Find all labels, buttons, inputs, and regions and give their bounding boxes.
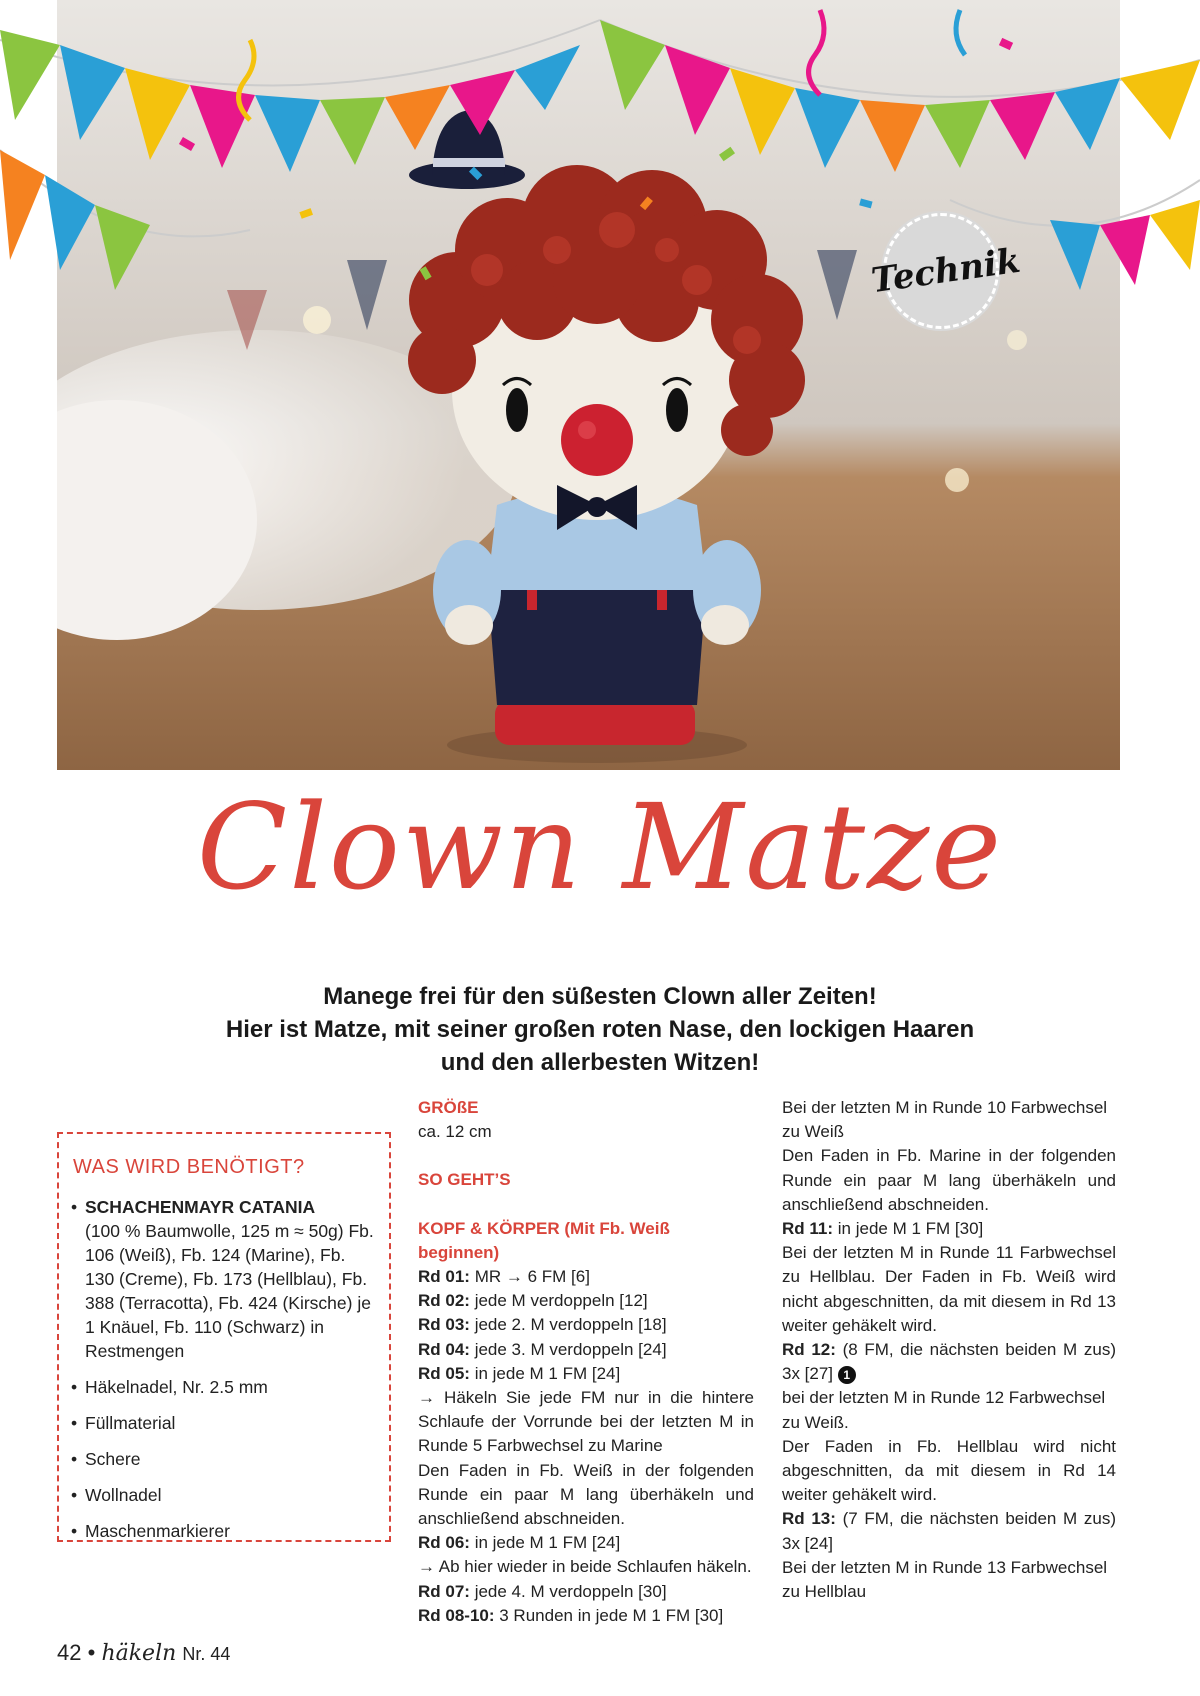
materials-item-name: SCHACHENMAYR CATANIA (85, 1197, 316, 1217)
page-footer (57, 1640, 230, 1666)
round-line (418, 1580, 754, 1604)
round-text: jede 4. M verdoppeln [30] (469, 1581, 667, 1601)
hero-photo (57, 0, 1120, 770)
round-line (782, 1217, 1116, 1241)
round-line (418, 1313, 754, 1337)
materials-box (57, 1132, 391, 1542)
round-line (418, 1362, 754, 1386)
round-label: Rd 07: (418, 1581, 470, 1601)
round-label: Rd 05: (418, 1363, 470, 1383)
note-text: → Ab hier wieder in beide Schlaufen häkeln. (418, 1557, 752, 1577)
round-text: jede 2. M verdoppeln [18] (469, 1315, 667, 1335)
materials-item (71, 1411, 377, 1435)
size-value: ca. 12 cm (418, 1122, 492, 1142)
round-text: in jede M 1 FM [30] (833, 1219, 984, 1239)
materials-item (71, 1483, 377, 1507)
round-label: Rd 12: (782, 1340, 836, 1360)
step-marker-icon: 1 (838, 1366, 856, 1384)
note-text: Den Faden in Fb. Weiß in der folgenden Runde ein paar M lang überhäkeln und anschließend abschneiden. (418, 1460, 754, 1529)
materials-item-detail: (100 % Baumwolle, 125 m ≈ 50g) Fb. 106 (Weiß), Fb. 124 (Marine), Fb. 130 (Creme), Fb. 173 (Hellblau), Fb. 388 (Terracotta), Fb. 424 (Kirsche) je 1 Knäuel, Fb. 110 (Schwarz) in Restmengen (85, 1221, 374, 1361)
page-number: 42 (57, 1640, 82, 1665)
round-label: Rd 08-10: (418, 1605, 495, 1625)
materials-item (71, 1447, 377, 1471)
magazine-name: häkeln (101, 1641, 177, 1666)
round-text: MR → 6 FM [6] (469, 1267, 590, 1287)
round-text: in jede M 1 FM [24] (469, 1533, 621, 1553)
intro-line: Hier ist Matze, mit seiner großen roten Nase, den lockigen Haaren (225, 1016, 975, 1043)
round-text: 3 Runden in jede M 1 FM [30] (494, 1605, 724, 1625)
round-text: jede M verdoppeln [12] (469, 1291, 648, 1311)
round-line (418, 1289, 754, 1313)
materials-item-detail: Schere (85, 1449, 141, 1469)
intro-text (150, 980, 1050, 1079)
round-line (782, 1507, 1116, 1555)
note-text: bei der letzten M in Runde 12 Farbwechsel zu Weiß. (782, 1388, 1106, 1432)
note-text: Bei der letzten M in Runde 13 Farbwechsel zu Hellblau (782, 1557, 1108, 1602)
materials-item (71, 1195, 377, 1363)
instructions-column-right (782, 1096, 1116, 1604)
round-label: Rd 06: (418, 1533, 470, 1553)
note-text: Bei der letzten M in Runde 10 Farbwechsel zu Weiß (782, 1098, 1108, 1142)
round-label: Rd 11: (782, 1219, 834, 1239)
materials-item-detail: Maschenmarkierer (85, 1521, 230, 1541)
round-label: Rd 04: (418, 1339, 470, 1359)
round-line (418, 1531, 754, 1555)
issue-number: Nr. 44 (182, 1644, 231, 1664)
materials-item (71, 1519, 377, 1543)
round-label: Rd 13: (782, 1509, 836, 1529)
materials-item-detail: Wollnadel (85, 1485, 162, 1505)
size-label: GRÖßE (418, 1098, 479, 1117)
round-line (418, 1604, 754, 1628)
note-text: Der Faden in Fb. Hellblau wird nicht abgeschnitten, da mit diesem in Rd 14 weiter gehäkelt wird. (782, 1436, 1116, 1505)
note-text: Bei der letzten M in Runde 11 Farbwechsel zu Hellblau. Der Faden in Fb. Weiß wird nicht abgeschnitten, da mit diesem in Rd 13 weiter gehäkelt wird. (782, 1243, 1116, 1335)
round-text: jede 3. M verdoppeln [24] (469, 1339, 667, 1359)
technik-badge-label: Technik (869, 240, 1023, 302)
materials-item (71, 1375, 377, 1399)
intro-line: und den allerbesten Witzen! (440, 1049, 760, 1076)
technik-badge (869, 213, 1023, 329)
materials-list (71, 1195, 377, 1543)
round-text: (7 FM, die nächsten beiden M zus) 3x [24] (782, 1509, 1116, 1553)
round-text: (8 FM, die nächsten beiden M zus) 3x [27] (782, 1340, 1116, 1384)
round-line (782, 1338, 1116, 1386)
intro-line: Manege frei für den süßesten Clown aller Zeiten! (323, 983, 877, 1010)
materials-item-detail: Füllmaterial (85, 1413, 176, 1433)
note-text: Den Faden in Fb. Marine in der folgenden Runde ein paar M lang überhäkeln und anschließend abschneiden. (782, 1146, 1116, 1214)
page-title: Clown Matze (196, 778, 1004, 916)
how-label: SO GEHT’S (418, 1170, 511, 1190)
round-text: in jede M 1 FM [24] (469, 1363, 621, 1383)
instructions-column-middle (418, 1096, 754, 1628)
round-label: Rd 01: (418, 1267, 470, 1287)
note-text: → Häkeln Sie jede FM nur in die hintere Schlaufe der Vorrunde bei der letzten M in Runde 5 Farbwechsel zu Marine (418, 1388, 754, 1456)
round-label: Rd 02: (418, 1291, 470, 1311)
section-label-head-body: KOPF & KÖRPER (Mit Fb. Weiß beginnen) (418, 1218, 670, 1262)
footer-separator: • (87, 1640, 96, 1665)
round-line (418, 1338, 754, 1362)
materials-heading: WAS WIRD BENÖTIGT? (73, 1156, 305, 1178)
materials-item-detail: Häkelnadel, Nr. 2.5 mm (85, 1377, 268, 1397)
round-line (418, 1265, 754, 1289)
round-label: Rd 03: (418, 1315, 470, 1335)
